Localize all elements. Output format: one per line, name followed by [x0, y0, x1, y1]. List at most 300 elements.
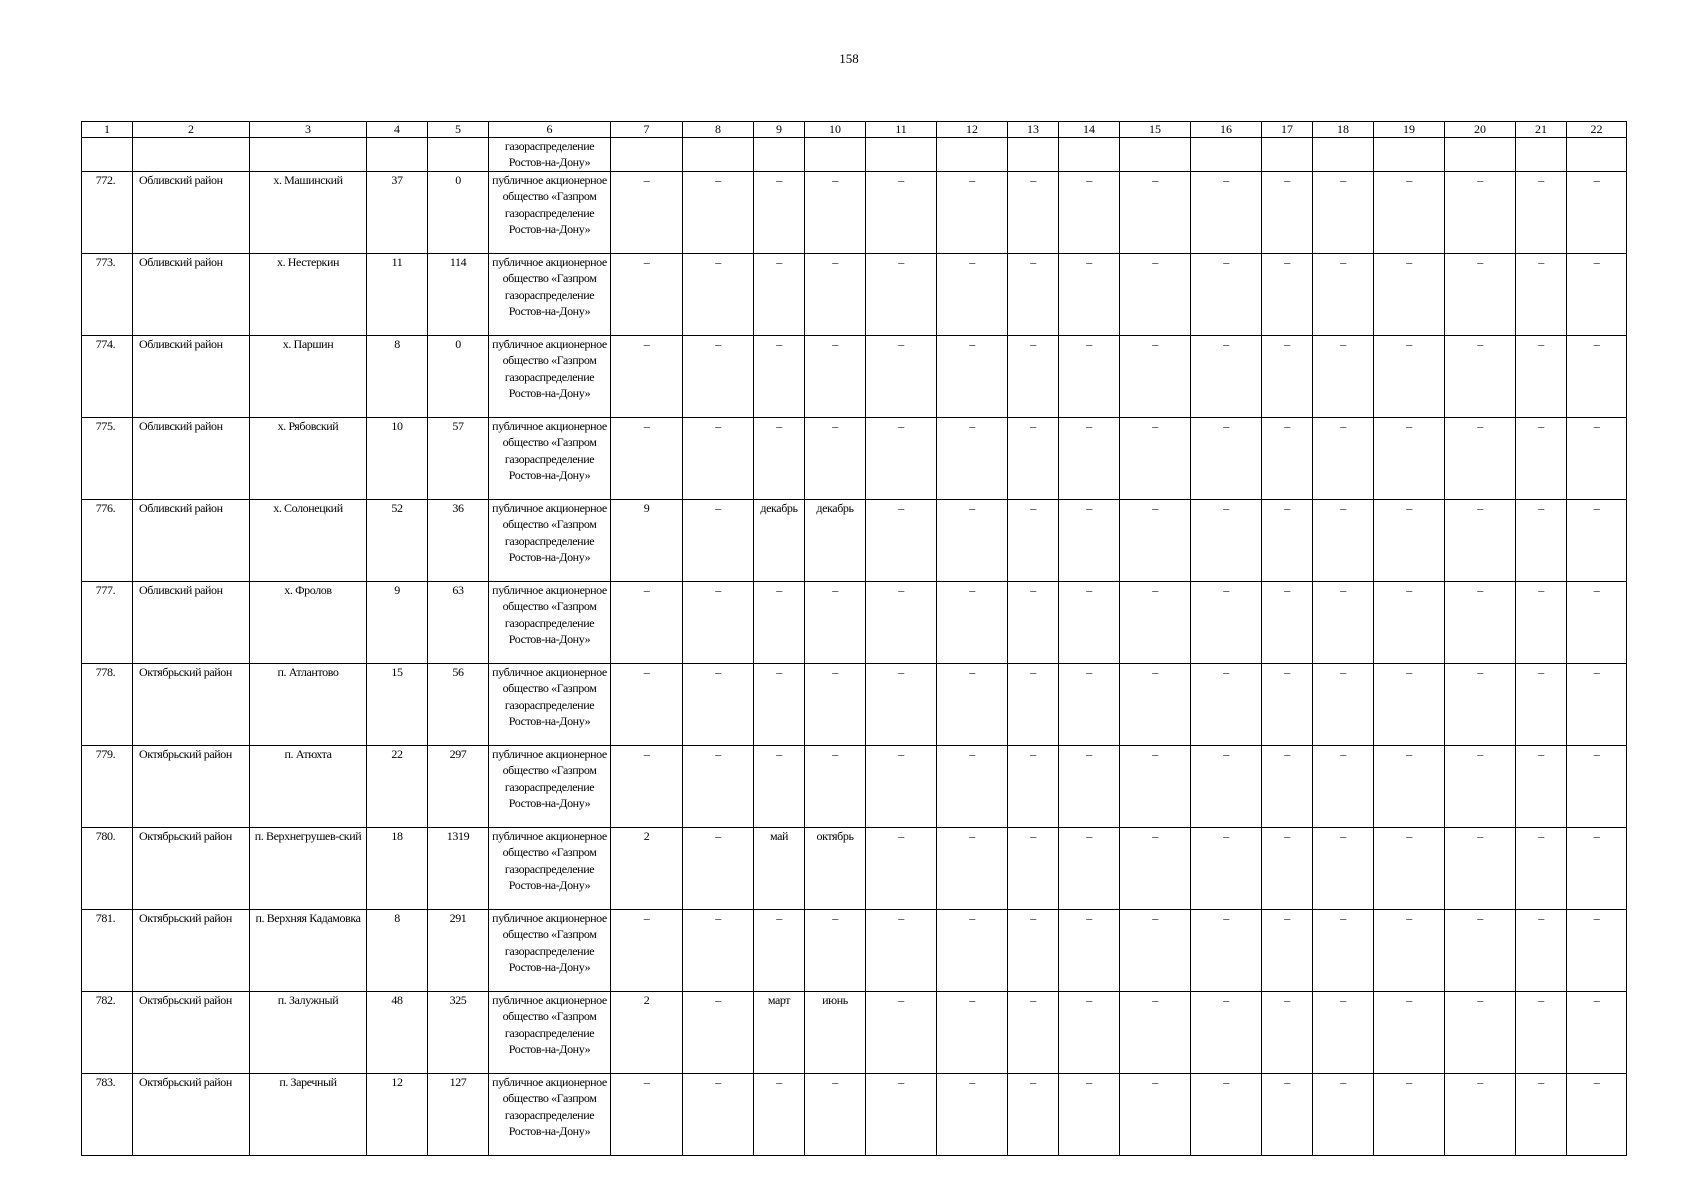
schedule-cell-col14: –	[1059, 336, 1120, 418]
schedule-cell-col21: –	[1516, 828, 1567, 910]
schedule-cell-col10: –	[805, 172, 866, 254]
district-cell: Октябрьский район	[133, 1074, 250, 1156]
column-number: 5	[428, 122, 489, 138]
row-number-cell: 772.	[82, 172, 133, 254]
schedule-cell-col21: –	[1516, 254, 1567, 336]
schedule-cell-col16: –	[1191, 664, 1262, 746]
schedule-cell-col16: –	[1191, 828, 1262, 910]
schedule-cell-col11: –	[866, 1074, 937, 1156]
schedule-cell-col11: –	[866, 992, 937, 1074]
row-number-cell: 780.	[82, 828, 133, 910]
value-cell-col4: 15	[367, 664, 428, 746]
schedule-cell-col18: –	[1313, 992, 1374, 1074]
schedule-cell-col13: –	[1008, 1074, 1059, 1156]
schedule-cell-col17: –	[1262, 582, 1313, 664]
table-row	[82, 172, 1627, 254]
schedule-cell-col19	[1374, 138, 1445, 172]
schedule-cell-col15: –	[1120, 500, 1191, 582]
organization-cell: публичное акционерное общество «Газпром газораспределение Ростов-на-Дону»	[489, 910, 611, 992]
settlement-cell: п. Атюхта	[250, 746, 367, 828]
schedule-cell-col8: –	[683, 336, 754, 418]
column-number: 8	[683, 122, 754, 138]
schedule-cell-col20: –	[1445, 172, 1516, 254]
schedule-cell-col10: –	[805, 336, 866, 418]
schedule-cell-col8: –	[683, 664, 754, 746]
column-number: 7	[611, 122, 683, 138]
schedule-cell-col16	[1191, 138, 1262, 172]
row-number-cell: 781.	[82, 910, 133, 992]
schedule-cell-col12: –	[937, 1074, 1008, 1156]
schedule-cell-col15: –	[1120, 664, 1191, 746]
schedule-cell-col10: –	[805, 1074, 866, 1156]
schedule-cell-col15: –	[1120, 910, 1191, 992]
column-number: 11	[866, 122, 937, 138]
schedule-cell-col21: –	[1516, 336, 1567, 418]
schedule-cell-col13: –	[1008, 992, 1059, 1074]
schedule-cell-col11: –	[866, 254, 937, 336]
row-number-cell	[82, 138, 133, 172]
schedule-cell-col20: –	[1445, 746, 1516, 828]
schedule-cell-col15: –	[1120, 746, 1191, 828]
table-row	[82, 664, 1627, 746]
schedule-cell-col19: –	[1374, 418, 1445, 500]
schedule-cell-col15: –	[1120, 828, 1191, 910]
schedule-cell-col21: –	[1516, 418, 1567, 500]
schedule-cell-col20	[1445, 138, 1516, 172]
schedule-cell-col21: –	[1516, 172, 1567, 254]
column-number: 18	[1313, 122, 1374, 138]
column-number: 9	[754, 122, 805, 138]
schedule-cell-col22: –	[1567, 746, 1627, 828]
schedule-cell-col11: –	[866, 828, 937, 910]
schedule-cell-col20: –	[1445, 418, 1516, 500]
schedule-cell-col16: –	[1191, 746, 1262, 828]
schedule-cell-col22: –	[1567, 254, 1627, 336]
value-cell-col4: 8	[367, 336, 428, 418]
settlement-cell: х. Машинский	[250, 172, 367, 254]
organization-cell: публичное акционерное общество «Газпром газораспределение Ростов-на-Дону»	[489, 992, 611, 1074]
schedule-cell-col13: –	[1008, 418, 1059, 500]
schedule-cell-col21: –	[1516, 910, 1567, 992]
schedule-cell-col14: –	[1059, 1074, 1120, 1156]
schedule-cell-col14: –	[1059, 828, 1120, 910]
row-number-cell: 783.	[82, 1074, 133, 1156]
schedule-cell-col22: –	[1567, 664, 1627, 746]
column-number: 2	[133, 122, 250, 138]
schedule-cell-col7: –	[611, 582, 683, 664]
table-row	[82, 254, 1627, 336]
schedule-cell-col8: –	[683, 910, 754, 992]
value-cell-col4	[367, 138, 428, 172]
schedule-cell-col22: –	[1567, 1074, 1627, 1156]
value-cell-col5: 63	[428, 582, 489, 664]
schedule-cell-col16: –	[1191, 500, 1262, 582]
schedule-cell-col20: –	[1445, 910, 1516, 992]
schedule-cell-col17: –	[1262, 254, 1313, 336]
schedule-cell-col9: март	[754, 992, 805, 1074]
schedule-cell-col7: –	[611, 254, 683, 336]
schedule-cell-col7	[611, 138, 683, 172]
schedule-cell-col9: –	[754, 254, 805, 336]
district-cell: Обливский район	[133, 254, 250, 336]
schedule-cell-col14: –	[1059, 664, 1120, 746]
table-row	[82, 1074, 1627, 1156]
schedule-cell-col11	[866, 138, 937, 172]
value-cell-col4: 9	[367, 582, 428, 664]
column-number: 16	[1191, 122, 1262, 138]
organization-cell: публичное акционерное общество «Газпром газораспределение Ростов-на-Дону»	[489, 254, 611, 336]
schedule-cell-col9: декабрь	[754, 500, 805, 582]
schedule-cell-col18: –	[1313, 336, 1374, 418]
schedule-cell-col12: –	[937, 992, 1008, 1074]
organization-cell: публичное акционерное общество «Газпром газораспределение Ростов-на-Дону»	[489, 664, 611, 746]
schedule-cell-col10: –	[805, 910, 866, 992]
column-number: 15	[1120, 122, 1191, 138]
schedule-cell-col7: –	[611, 336, 683, 418]
schedule-cell-col9: –	[754, 664, 805, 746]
schedule-cell-col9: –	[754, 582, 805, 664]
row-number-cell: 774.	[82, 336, 133, 418]
schedule-cell-col15: –	[1120, 172, 1191, 254]
table-row	[82, 828, 1627, 910]
value-cell-col5: 57	[428, 418, 489, 500]
schedule-cell-col9	[754, 138, 805, 172]
schedule-cell-col22	[1567, 138, 1627, 172]
schedule-cell-col17: –	[1262, 336, 1313, 418]
schedule-cell-col13: –	[1008, 910, 1059, 992]
settlement-cell: х. Нестеркин	[250, 254, 367, 336]
column-number: 14	[1059, 122, 1120, 138]
schedule-cell-col10: октябрь	[805, 828, 866, 910]
value-cell-col4: 37	[367, 172, 428, 254]
schedule-cell-col21: –	[1516, 500, 1567, 582]
schedule-cell-col10: июнь	[805, 992, 866, 1074]
schedule-cell-col10: –	[805, 664, 866, 746]
schedule-cell-col12: –	[937, 828, 1008, 910]
schedule-cell-col17: –	[1262, 910, 1313, 992]
schedule-cell-col18: –	[1313, 582, 1374, 664]
column-number: 4	[367, 122, 428, 138]
schedule-cell-col22: –	[1567, 910, 1627, 992]
schedule-cell-col20: –	[1445, 992, 1516, 1074]
column-number: 19	[1374, 122, 1445, 138]
schedule-cell-col19: –	[1374, 582, 1445, 664]
schedule-cell-col14: –	[1059, 418, 1120, 500]
district-cell: Октябрьский район	[133, 746, 250, 828]
schedule-cell-col11: –	[866, 336, 937, 418]
schedule-cell-col19: –	[1374, 500, 1445, 582]
schedule-cell-col16: –	[1191, 992, 1262, 1074]
schedule-cell-col22: –	[1567, 500, 1627, 582]
column-number: 3	[250, 122, 367, 138]
schedule-cell-col10	[805, 138, 866, 172]
district-cell	[133, 138, 250, 172]
schedule-cell-col7: 9	[611, 500, 683, 582]
schedule-cell-col18: –	[1313, 664, 1374, 746]
schedule-cell-col21: –	[1516, 746, 1567, 828]
column-number: 1	[82, 122, 133, 138]
schedule-cell-col20: –	[1445, 582, 1516, 664]
schedule-cell-col15: –	[1120, 992, 1191, 1074]
schedule-cell-col17: –	[1262, 992, 1313, 1074]
value-cell-col4: 10	[367, 418, 428, 500]
column-number: 17	[1262, 122, 1313, 138]
schedule-cell-col12: –	[937, 172, 1008, 254]
value-cell-col5: 291	[428, 910, 489, 992]
schedule-cell-col17	[1262, 138, 1313, 172]
value-cell-col5: 127	[428, 1074, 489, 1156]
schedule-cell-col8: –	[683, 828, 754, 910]
schedule-cell-col12: –	[937, 500, 1008, 582]
schedule-cell-col19: –	[1374, 336, 1445, 418]
value-cell-col4: 8	[367, 910, 428, 992]
schedule-cell-col18: –	[1313, 418, 1374, 500]
schedule-cell-col16: –	[1191, 336, 1262, 418]
schedule-cell-col12: –	[937, 582, 1008, 664]
column-number: 12	[937, 122, 1008, 138]
schedule-cell-col14	[1059, 138, 1120, 172]
schedule-cell-col10: –	[805, 582, 866, 664]
organization-cell: публичное акционерное общество «Газпром газораспределение Ростов-на-Дону»	[489, 746, 611, 828]
row-number-cell: 779.	[82, 746, 133, 828]
schedule-cell-col7: –	[611, 910, 683, 992]
district-cell: Обливский район	[133, 418, 250, 500]
schedule-cell-col7: 2	[611, 992, 683, 1074]
schedule-cell-col17: –	[1262, 664, 1313, 746]
schedule-cell-col13: –	[1008, 336, 1059, 418]
schedule-cell-col19: –	[1374, 910, 1445, 992]
schedule-cell-col18: –	[1313, 500, 1374, 582]
organization-cell: публичное акционерное общество «Газпром газораспределение Ростов-на-Дону»	[489, 582, 611, 664]
settlement-cell: х. Фролов	[250, 582, 367, 664]
value-cell-col4: 22	[367, 746, 428, 828]
settlement-cell	[250, 138, 367, 172]
value-cell-col5: 36	[428, 500, 489, 582]
settlement-cell: п. Залужный	[250, 992, 367, 1074]
schedule-cell-col19: –	[1374, 254, 1445, 336]
settlement-cell: х. Солонецкий	[250, 500, 367, 582]
schedule-cell-col10: –	[805, 746, 866, 828]
schedule-cell-col9: май	[754, 828, 805, 910]
column-number: 13	[1008, 122, 1059, 138]
row-number-cell: 777.	[82, 582, 133, 664]
schedule-cell-col11: –	[866, 172, 937, 254]
schedule-cell-col11: –	[866, 910, 937, 992]
schedule-cell-col20: –	[1445, 336, 1516, 418]
schedule-cell-col10: декабрь	[805, 500, 866, 582]
schedule-cell-col7: –	[611, 664, 683, 746]
value-cell-col4: 18	[367, 828, 428, 910]
value-cell-col5	[428, 138, 489, 172]
row-number-cell: 775.	[82, 418, 133, 500]
schedule-cell-col11: –	[866, 582, 937, 664]
schedule-cell-col15: –	[1120, 1074, 1191, 1156]
organization-cell: газораспределение Ростов-на-Дону»	[489, 138, 611, 172]
schedule-cell-col20: –	[1445, 664, 1516, 746]
schedule-cell-col9: –	[754, 172, 805, 254]
value-cell-col5: 56	[428, 664, 489, 746]
schedule-cell-col14: –	[1059, 582, 1120, 664]
organization-cell: публичное акционерное общество «Газпром газораспределение Ростов-на-Дону»	[489, 828, 611, 910]
value-cell-col5: 297	[428, 746, 489, 828]
schedule-cell-col8: –	[683, 582, 754, 664]
schedule-cell-col16: –	[1191, 582, 1262, 664]
column-number: 10	[805, 122, 866, 138]
schedule-cell-col8: –	[683, 992, 754, 1074]
schedule-cell-col8: –	[683, 746, 754, 828]
page-number: 158	[839, 51, 859, 66]
schedule-cell-col12: –	[937, 746, 1008, 828]
schedule-cell-col18: –	[1313, 828, 1374, 910]
schedule-cell-col15: –	[1120, 336, 1191, 418]
table-row	[82, 746, 1627, 828]
value-cell-col5: 0	[428, 336, 489, 418]
continuation-row	[82, 138, 1627, 172]
schedule-cell-col18: –	[1313, 910, 1374, 992]
schedule-cell-col7: –	[611, 172, 683, 254]
schedule-cell-col21: –	[1516, 582, 1567, 664]
row-number-cell: 776.	[82, 500, 133, 582]
value-cell-col4: 11	[367, 254, 428, 336]
schedule-cell-col20: –	[1445, 1074, 1516, 1156]
schedule-cell-col10: –	[805, 254, 866, 336]
schedule-cell-col15: –	[1120, 254, 1191, 336]
schedule-cell-col13: –	[1008, 828, 1059, 910]
district-cell: Обливский район	[133, 336, 250, 418]
schedule-cell-col17: –	[1262, 172, 1313, 254]
row-number-cell: 773.	[82, 254, 133, 336]
schedule-cell-col17: –	[1262, 828, 1313, 910]
schedule-cell-col12: –	[937, 336, 1008, 418]
schedule-cell-col11: –	[866, 500, 937, 582]
schedule-cell-col15: –	[1120, 582, 1191, 664]
district-cell: Октябрьский район	[133, 910, 250, 992]
table-row	[82, 418, 1627, 500]
schedule-cell-col18: –	[1313, 746, 1374, 828]
schedule-cell-col7: 2	[611, 828, 683, 910]
schedule-cell-col20: –	[1445, 254, 1516, 336]
schedule-cell-col19: –	[1374, 664, 1445, 746]
schedule-cell-col17: –	[1262, 1074, 1313, 1156]
schedule-cell-col22: –	[1567, 582, 1627, 664]
schedule-cell-col21: –	[1516, 664, 1567, 746]
schedule-cell-col22: –	[1567, 418, 1627, 500]
schedule-cell-col8	[683, 138, 754, 172]
schedule-cell-col13: –	[1008, 172, 1059, 254]
schedule-cell-col9: –	[754, 746, 805, 828]
schedule-cell-col19: –	[1374, 828, 1445, 910]
settlement-cell: п. Атлантово	[250, 664, 367, 746]
schedule-cell-col11: –	[866, 418, 937, 500]
table-row	[82, 336, 1627, 418]
schedule-cell-col13: –	[1008, 664, 1059, 746]
schedule-cell-col22: –	[1567, 992, 1627, 1074]
schedule-cell-col17: –	[1262, 418, 1313, 500]
schedule-cell-col16: –	[1191, 910, 1262, 992]
schedule-cell-col21	[1516, 138, 1567, 172]
schedule-cell-col19: –	[1374, 746, 1445, 828]
district-cell: Октябрьский район	[133, 992, 250, 1074]
schedule-cell-col16: –	[1191, 172, 1262, 254]
schedule-cell-col18: –	[1313, 172, 1374, 254]
schedule-cell-col13: –	[1008, 254, 1059, 336]
schedule-cell-col11: –	[866, 664, 937, 746]
organization-cell: публичное акционерное общество «Газпром газораспределение Ростов-на-Дону»	[489, 418, 611, 500]
schedule-cell-col14: –	[1059, 992, 1120, 1074]
schedule-cell-col8: –	[683, 172, 754, 254]
schedule-cell-col7: –	[611, 746, 683, 828]
value-cell-col4: 48	[367, 992, 428, 1074]
schedule-cell-col13: –	[1008, 746, 1059, 828]
schedule-cell-col12: –	[937, 418, 1008, 500]
table-row	[82, 992, 1627, 1074]
schedule-cell-col8: –	[683, 254, 754, 336]
schedule-cell-col7: –	[611, 418, 683, 500]
value-cell-col5: 325	[428, 992, 489, 1074]
schedule-cell-col8: –	[683, 500, 754, 582]
data-table	[81, 121, 1627, 1156]
settlement-cell: п. Верхняя Кадамовка	[250, 910, 367, 992]
schedule-cell-col17: –	[1262, 500, 1313, 582]
schedule-cell-col18: –	[1313, 254, 1374, 336]
schedule-cell-col16: –	[1191, 1074, 1262, 1156]
column-number: 21	[1516, 122, 1567, 138]
settlement-cell: х. Паршин	[250, 336, 367, 418]
schedule-cell-col22: –	[1567, 828, 1627, 910]
column-number: 20	[1445, 122, 1516, 138]
value-cell-col4: 12	[367, 1074, 428, 1156]
schedule-cell-col20: –	[1445, 500, 1516, 582]
schedule-cell-col9: –	[754, 336, 805, 418]
schedule-cell-col9: –	[754, 910, 805, 992]
value-cell-col5: 114	[428, 254, 489, 336]
schedule-cell-col15	[1120, 138, 1191, 172]
schedule-cell-col21: –	[1516, 1074, 1567, 1156]
schedule-cell-col18	[1313, 138, 1374, 172]
table-row	[82, 500, 1627, 582]
schedule-cell-col12: –	[937, 664, 1008, 746]
schedule-cell-col10: –	[805, 418, 866, 500]
schedule-cell-col14: –	[1059, 254, 1120, 336]
schedule-cell-col14: –	[1059, 500, 1120, 582]
schedule-cell-col19: –	[1374, 172, 1445, 254]
column-number-row	[82, 122, 1627, 138]
schedule-cell-col8: –	[683, 1074, 754, 1156]
table-row	[82, 582, 1627, 664]
table-row	[82, 910, 1627, 992]
district-cell: Октябрьский район	[133, 664, 250, 746]
district-cell: Обливский район	[133, 172, 250, 254]
schedule-cell-col16: –	[1191, 254, 1262, 336]
schedule-cell-col14: –	[1059, 172, 1120, 254]
schedule-cell-col22: –	[1567, 172, 1627, 254]
schedule-cell-col17: –	[1262, 746, 1313, 828]
schedule-cell-col14: –	[1059, 910, 1120, 992]
district-cell: Октябрьский район	[133, 828, 250, 910]
schedule-cell-col15: –	[1120, 418, 1191, 500]
schedule-cell-col19: –	[1374, 1074, 1445, 1156]
row-number-cell: 782.	[82, 992, 133, 1074]
schedule-cell-col13	[1008, 138, 1059, 172]
schedule-cell-col9: –	[754, 1074, 805, 1156]
schedule-cell-col13: –	[1008, 500, 1059, 582]
organization-cell: публичное акционерное общество «Газпром газораспределение Ростов-на-Дону»	[489, 172, 611, 254]
schedule-cell-col13: –	[1008, 582, 1059, 664]
schedule-cell-col12: –	[937, 254, 1008, 336]
schedule-cell-col12	[937, 138, 1008, 172]
settlement-cell: п. Заречный	[250, 1074, 367, 1156]
schedule-cell-col16: –	[1191, 418, 1262, 500]
